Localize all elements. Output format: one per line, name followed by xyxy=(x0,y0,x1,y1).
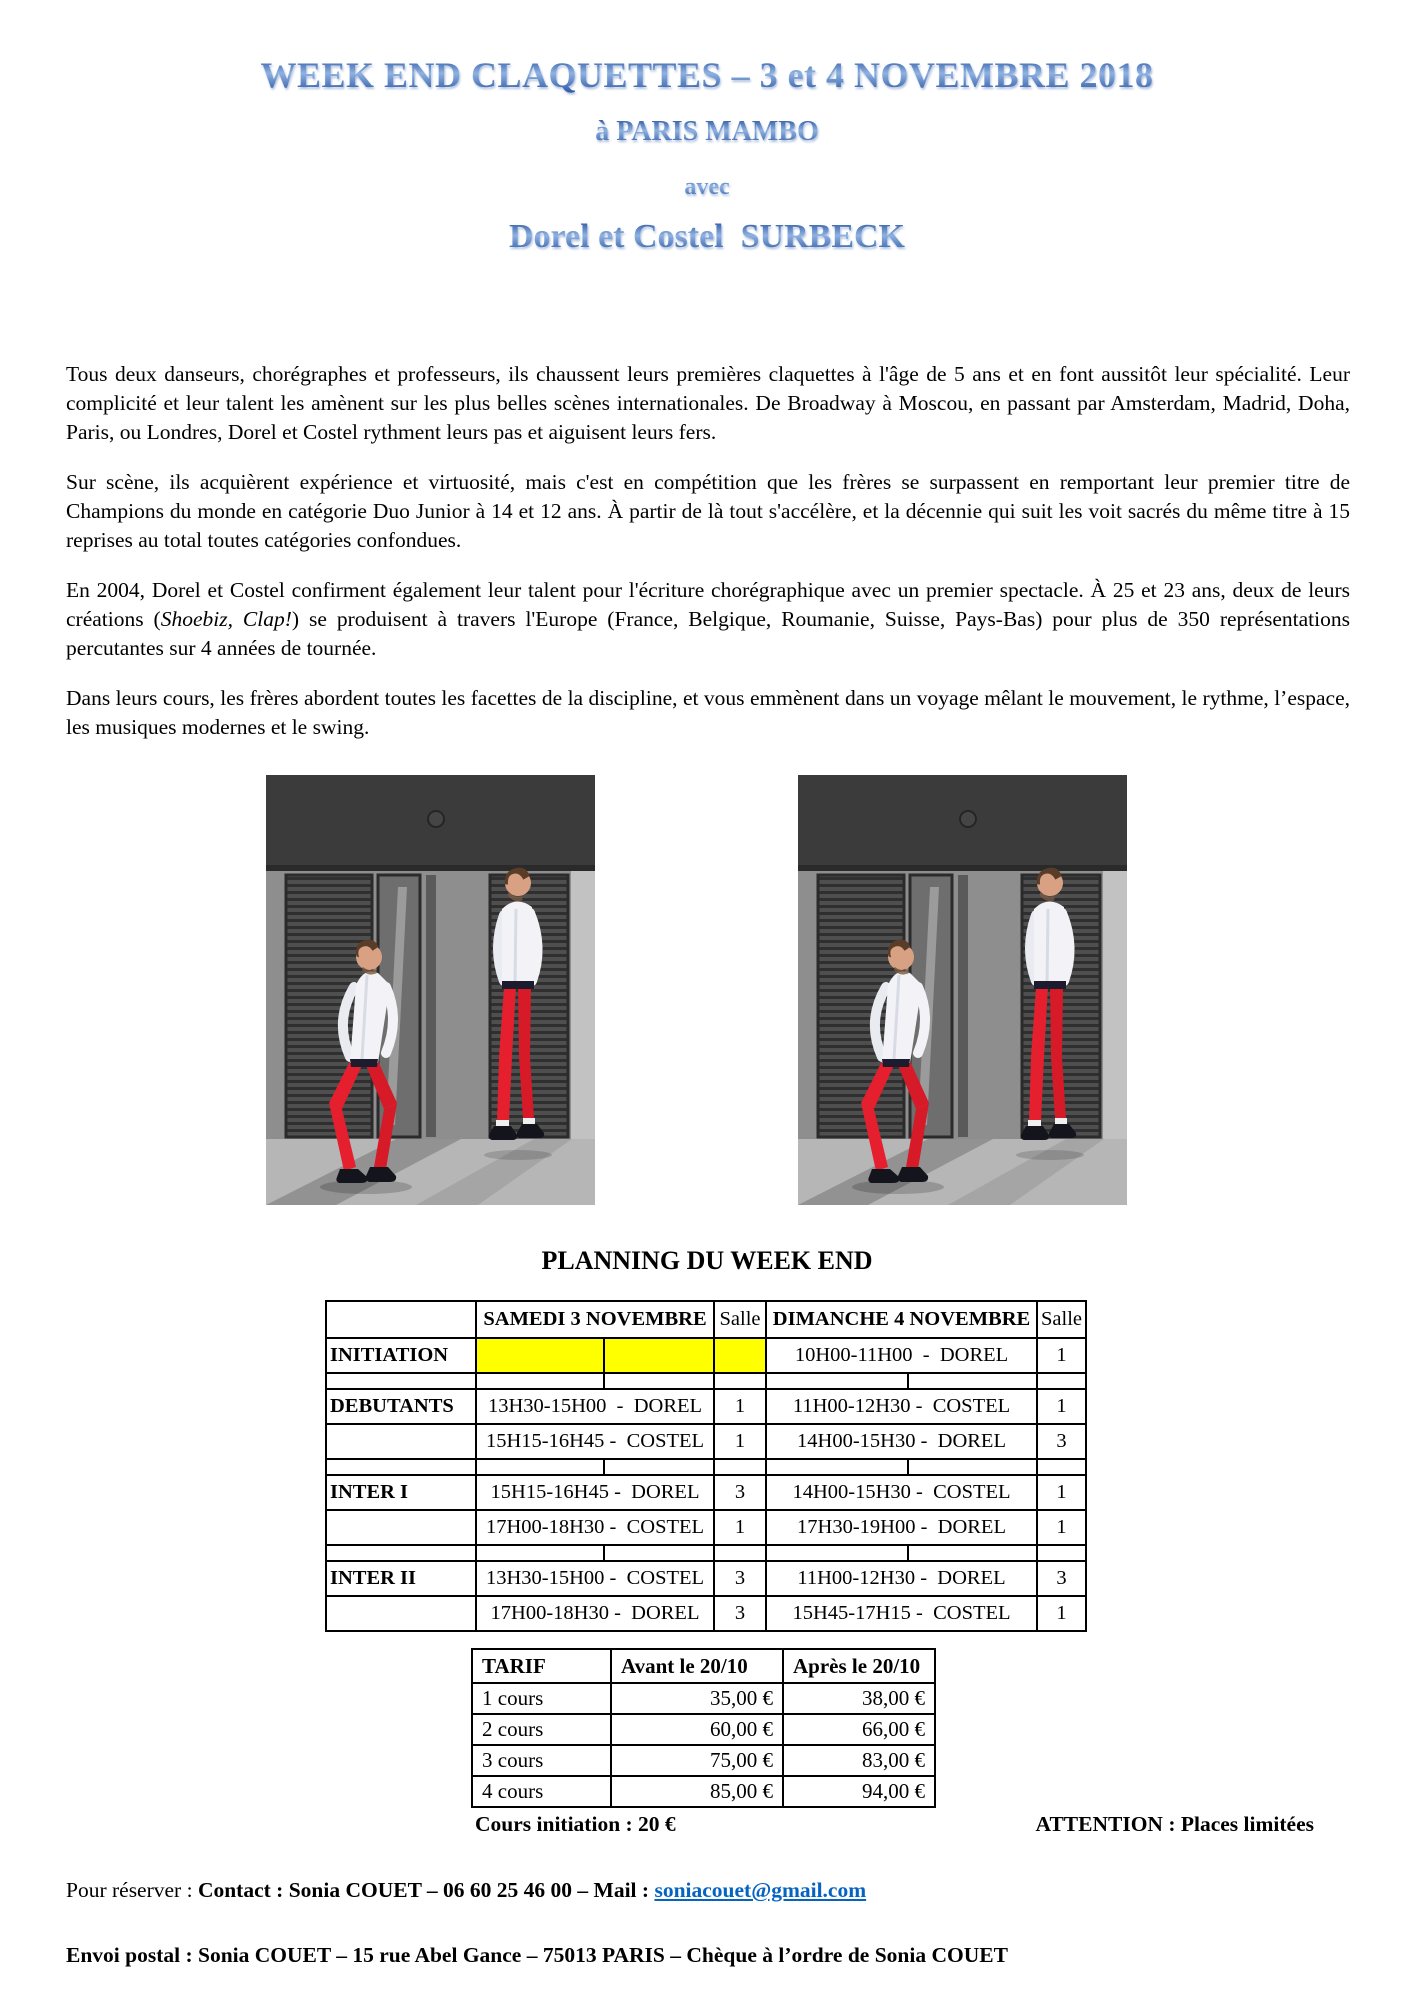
table-row xyxy=(326,1459,1086,1475)
spacer-cell xyxy=(714,1459,766,1475)
planning-cell: 1 xyxy=(714,1389,766,1424)
table-row xyxy=(472,1776,935,1807)
email-link[interactable]: soniacouet@gmail.com xyxy=(654,1878,867,1902)
spacer-cell xyxy=(908,1373,1037,1389)
spacer-cell xyxy=(714,1373,766,1389)
planning-debutants-label: DEBUTANTS xyxy=(326,1389,476,1424)
planning-cell: 3 xyxy=(714,1475,766,1510)
spacer-cell xyxy=(1037,1545,1086,1561)
postal-line: Envoi postal : Sonia COUET – 15 rue Abel Gance – 75013 PARIS – Chèque à l’ordre de Sonia COUET xyxy=(66,1943,1008,1967)
table-row xyxy=(326,1373,1086,1389)
table-row xyxy=(472,1745,935,1776)
venue-subtitle: à PARIS MAMBO xyxy=(0,116,1414,148)
table-row xyxy=(472,1683,935,1714)
tarif-header-label: TARIF xyxy=(472,1649,611,1683)
spacer-cell xyxy=(604,1373,714,1389)
initiation-fee-note: Cours initiation : 20 € xyxy=(475,1812,676,1836)
planning-initiation-salle-yellow xyxy=(714,1338,766,1373)
spacer-cell xyxy=(766,1373,908,1389)
tarif-cell: 38,00 € xyxy=(783,1683,935,1714)
spacer-cell xyxy=(908,1545,1037,1561)
planning-table xyxy=(325,1300,1087,1632)
tarif-cell: 35,00 € xyxy=(611,1683,783,1714)
planning-corner-cell xyxy=(326,1301,476,1338)
table-row xyxy=(326,1301,1086,1338)
intro-paragraph-3-post: ) se produisent à travers l'Europe (France, Belgique, Roumanie, Suisse, Pays-Bas) pour plus de 350 représentations percutantes sur 4 années de tournée. xyxy=(66,607,1350,660)
tarif-cell: 1 cours xyxy=(472,1683,611,1714)
table-row xyxy=(326,1545,1086,1561)
planning-cell: 1 xyxy=(1037,1596,1086,1631)
spacer-cell xyxy=(1037,1459,1086,1475)
spacer-cell xyxy=(326,1373,476,1389)
planning-cell: 1 xyxy=(1037,1475,1086,1510)
planning-cell: 17H00-18H30 - COSTEL xyxy=(476,1510,714,1545)
spacer-cell xyxy=(908,1459,1037,1475)
intro-paragraph-1: Tous deux danseurs, chorégraphes et professeurs, ils chaussent leurs premières claquettes à l'âge de 5 ans et en font aussitôt leur spécialité. Leur complicité et leur talent les amènent sur les plus belles scènes internationales. De Broadway à Moscou, en passant par Amsterdam, Madrid, Doha, Paris, ou Londres, Dorel et Costel rythment leurs pas et aiguisent leurs fers. xyxy=(66,362,1350,444)
planning-initiation-sun-salle: 1 xyxy=(1037,1338,1086,1373)
planning-cell: 11H00-12H30 - DOREL xyxy=(766,1561,1037,1596)
planning-cell: 1 xyxy=(714,1424,766,1459)
tarif-header-apres: Après le 20/10 xyxy=(783,1649,935,1683)
tarif-cell: 85,00 € xyxy=(611,1776,783,1807)
planning-cell: 14H00-15H30 - DOREL xyxy=(766,1424,1037,1459)
reserve-line xyxy=(66,1878,866,1903)
spacer-cell xyxy=(714,1545,766,1561)
table-row xyxy=(326,1389,1086,1424)
table-row xyxy=(472,1649,935,1683)
planning-cell: 1 xyxy=(1037,1389,1086,1424)
planning-cell: 13H30-15H00 - DOREL xyxy=(476,1389,714,1424)
spacer-cell xyxy=(604,1545,714,1561)
table-row xyxy=(472,1714,935,1745)
planning-header-salle2: Salle xyxy=(1037,1301,1086,1338)
planning-cell: 3 xyxy=(714,1596,766,1631)
avec-label: avec xyxy=(0,174,1414,201)
planning-heading: PLANNING DU WEEK END xyxy=(541,1246,873,1275)
intro-paragraph-3 xyxy=(66,576,1350,663)
intro-paragraph-3-pre: En 2004, Dorel et Costel confirment également leur talent pour l'écriture chorégraphique avec un premier spectacle. À 25 et 23 ans, deux de leurs créations ( xyxy=(66,578,1350,631)
planning-initiation-label: INITIATION xyxy=(326,1338,476,1373)
spacer-cell xyxy=(476,1459,604,1475)
tarif-cell: 75,00 € xyxy=(611,1745,783,1776)
attention-note: ATTENTION : Places limitées xyxy=(1035,1812,1314,1836)
tarif-cell: 66,00 € xyxy=(783,1714,935,1745)
table-row xyxy=(326,1596,1086,1631)
table-row xyxy=(326,1510,1086,1545)
planning-cell: 14H00-15H30 - COSTEL xyxy=(766,1475,1037,1510)
planning-cell: 13H30-15H00 - COSTEL xyxy=(476,1561,714,1596)
planning-cell: 1 xyxy=(1037,1510,1086,1545)
tarif-cell: 83,00 € xyxy=(783,1745,935,1776)
tarif-cell: 3 cours xyxy=(472,1745,611,1776)
planning-cell: 3 xyxy=(1037,1561,1086,1596)
table-row xyxy=(326,1561,1086,1596)
planning-header-day1: SAMEDI 3 NOVEMBRE xyxy=(476,1301,714,1338)
intro-section xyxy=(66,360,1350,763)
spacer-cell xyxy=(604,1459,714,1475)
planning-cell: 1 xyxy=(714,1510,766,1545)
reserve-contact: Contact : Sonia COUET – 06 60 25 46 00 – Mail : xyxy=(197,1878,655,1902)
table-row xyxy=(326,1475,1086,1510)
reserve-prefix: Pour réserver : xyxy=(66,1878,198,1902)
planning-initiation-sat-yellow-2 xyxy=(604,1338,714,1373)
planning-cell: 15H15-16H45 - COSTEL xyxy=(476,1424,714,1459)
planning-inter2-label: INTER II xyxy=(326,1561,476,1596)
artists-title: Dorel et Costel SURBECK xyxy=(0,218,1414,256)
spacer-cell xyxy=(476,1545,604,1561)
tarif-cell: 2 cours xyxy=(472,1714,611,1745)
intro-paragraph-3-italic: Shoebiz, Clap! xyxy=(160,607,292,631)
spacer-cell xyxy=(326,1459,476,1475)
spacer-cell xyxy=(476,1373,604,1389)
tarif-table xyxy=(471,1648,936,1808)
table-row xyxy=(326,1424,1086,1459)
tarif-cell: 60,00 € xyxy=(611,1714,783,1745)
tarif-cell: 94,00 € xyxy=(783,1776,935,1807)
intro-paragraph-4: Dans leurs cours, les frères abordent toutes les facettes de la discipline, et vous emmènent dans un voyage mêlant le mouvement, le rythme, l’espace, les musiques modernes et le swing. xyxy=(66,686,1350,739)
spacer-cell xyxy=(326,1545,476,1561)
spacer-cell xyxy=(766,1545,908,1561)
planning-cell: 17H30-19H00 - DOREL xyxy=(766,1510,1037,1545)
planning-cell: 3 xyxy=(714,1561,766,1596)
dancers-photo-left xyxy=(266,775,595,1205)
table-row xyxy=(326,1338,1086,1373)
planning-header-day2: DIMANCHE 4 NOVEMBRE xyxy=(766,1301,1037,1338)
planning-cell: 3 xyxy=(1037,1424,1086,1459)
planning-cell: 15H45-17H15 - COSTEL xyxy=(766,1596,1037,1631)
dancers-photo-right xyxy=(798,775,1127,1205)
planning-cell: 11H00-12H30 - COSTEL xyxy=(766,1389,1037,1424)
planning-initiation-sat-yellow-1 xyxy=(476,1338,604,1373)
planning-initiation-sun: 10H00-11H00 - DOREL xyxy=(766,1338,1037,1373)
planning-cell: 17H00-18H30 - DOREL xyxy=(476,1596,714,1631)
planning-cell: 15H15-16H45 - DOREL xyxy=(476,1475,714,1510)
intro-paragraph-2: Sur scène, ils acquièrent expérience et virtuosité, mais c'est en compétition que les frères se surpassent en remportant leur premier titre de Champions du monde en catégorie Duo Junior à 14 et 12 ans. À partir de là tout s'accélère, et la décennie qui suit les voit sacrés du même titre à 15 reprises au total toutes catégories confondues. xyxy=(66,470,1350,552)
spacer-cell xyxy=(766,1459,908,1475)
main-title: WEEK END CLAQUETTES – 3 et 4 NOVEMBRE 2018 xyxy=(0,54,1414,96)
planning-header-salle1: Salle xyxy=(714,1301,766,1338)
planning-inter1-label: INTER I xyxy=(326,1475,476,1510)
planning-cell xyxy=(326,1424,476,1459)
planning-cell xyxy=(326,1510,476,1545)
spacer-cell xyxy=(1037,1373,1086,1389)
tarif-header-avant: Avant le 20/10 xyxy=(611,1649,783,1683)
planning-cell xyxy=(326,1596,476,1631)
tarif-cell: 4 cours xyxy=(472,1776,611,1807)
